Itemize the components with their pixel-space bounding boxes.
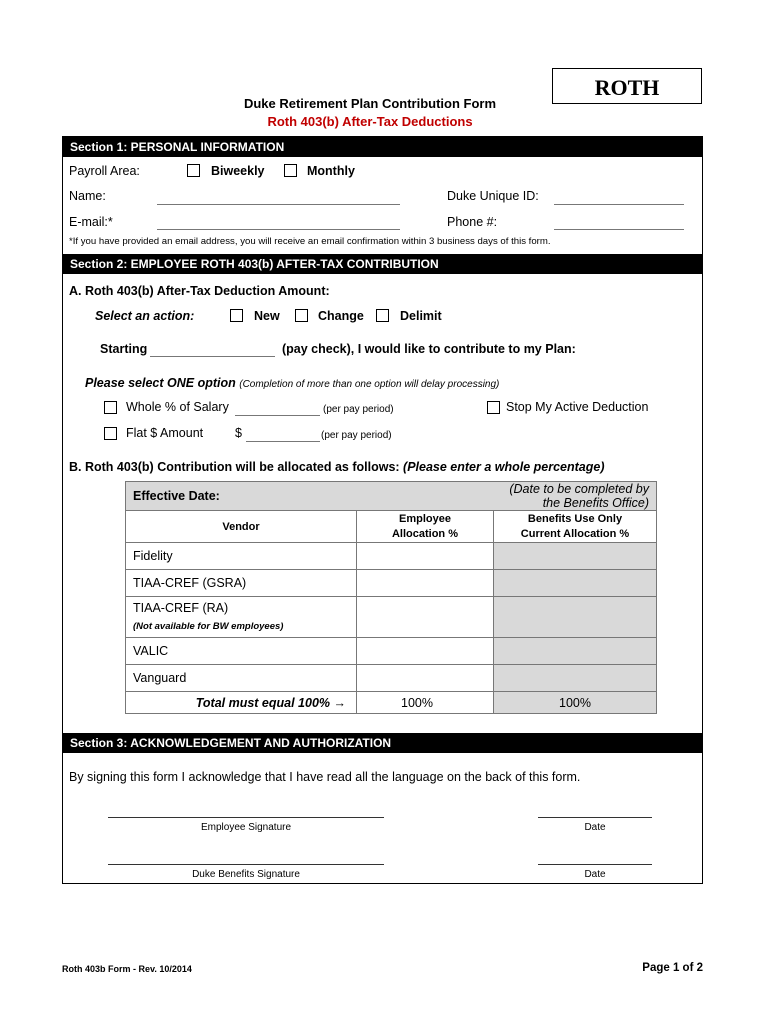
- email-note: *If you have provided an email address, you will receive an email confirmation within 3 business days of this form.: [69, 236, 551, 247]
- employee-allocation-input[interactable]: [357, 638, 494, 665]
- monthly-label: Monthly: [307, 164, 355, 178]
- change-checkbox[interactable]: [295, 309, 308, 322]
- biweekly-checkbox[interactable]: [187, 164, 200, 177]
- benefits-allocation-cell: [494, 543, 657, 570]
- vendor-name: Fidelity: [126, 543, 357, 570]
- unique-id-label: Duke Unique ID:: [447, 189, 539, 203]
- biweekly-label: Biweekly: [211, 164, 265, 178]
- section3-heading: Section 3: ACKNOWLEDGEMENT AND AUTHORIZATION: [62, 733, 703, 753]
- stop-deduction-label: Stop My Active Deduction: [506, 400, 649, 414]
- change-label: Change: [318, 309, 364, 323]
- benefits-allocation-cell: [494, 638, 657, 665]
- vendor-name: TIAA-CREF (GSRA): [126, 570, 357, 597]
- benefits-allocation-cell: [494, 665, 657, 692]
- allocation-table: [125, 481, 657, 714]
- employee-date-line[interactable]: [538, 817, 652, 818]
- whole-percent-label: Whole % of Salary: [126, 400, 229, 414]
- name-label: Name:: [69, 189, 106, 203]
- flat-amount-field[interactable]: [246, 441, 320, 442]
- benefits-date-line[interactable]: [538, 864, 652, 865]
- email-label: E-mail:*: [69, 215, 113, 229]
- section2-heading: Section 2: EMPLOYEE ROTH 403(b) AFTER-TAX CONTRIBUTION: [62, 254, 703, 274]
- effective-date-label: Effective Date:: [126, 482, 494, 511]
- delimit-checkbox[interactable]: [376, 309, 389, 322]
- vendor-row-vanguard: [126, 665, 657, 692]
- acknowledgement-statement: By signing this form I acknowledge that I have read all the language on the back of this form.: [69, 770, 581, 784]
- phone-field[interactable]: [554, 229, 684, 230]
- payroll-area-label: Payroll Area:: [69, 164, 140, 178]
- section1-heading: Section 1: PERSONAL INFORMATION: [62, 137, 703, 157]
- flat-amount-label: Flat $ Amount: [126, 426, 204, 440]
- vendor-name: VALIC: [126, 638, 357, 665]
- form-subtitle: Roth 403(b) After-Tax Deductions: [267, 114, 473, 129]
- vendor-row-ra: [126, 597, 657, 638]
- employee-date-label: Date: [584, 822, 606, 833]
- unique-id-field[interactable]: [554, 204, 684, 205]
- pay-check-text: (pay check), I would like to contribute to my Plan:: [282, 342, 576, 356]
- benefits-allocation-cell: [494, 597, 657, 638]
- per-pay-period-1: (per pay period): [323, 404, 394, 415]
- dollar-sign: $: [235, 426, 242, 440]
- vendor-row-valic: [126, 638, 657, 665]
- employee-allocation-input[interactable]: [357, 570, 494, 597]
- form-id: Roth 403b Form - Rev. 10/2014: [62, 964, 192, 974]
- part-b-heading: B. Roth 403(b) Contribution will be allocated as follows: (Please enter a whole percentage): [69, 460, 605, 474]
- employee-allocation-input[interactable]: [357, 543, 494, 570]
- delimit-label: Delimit: [400, 309, 442, 323]
- effective-date-row: [126, 482, 657, 511]
- effective-date-note: (Date to be completed by the Benefits Office): [494, 482, 657, 511]
- select-one-option: Please select ONE option (Completion of more than one option will delay processing): [85, 376, 500, 390]
- benefits-date-label: Date: [584, 869, 606, 880]
- vendor-row-fidelity: [126, 543, 657, 570]
- page-number: Page 1 of 2: [642, 962, 703, 974]
- part-b-italic: (Please enter a whole percentage): [403, 460, 605, 474]
- vendor-header: Vendor: [126, 511, 357, 543]
- select-one-note: (Completion of more than one option will delay processing): [239, 379, 500, 390]
- per-pay-period-2: (per pay period): [321, 430, 392, 441]
- total-benefits-value: 100%: [494, 692, 657, 714]
- starting-pay-check-field[interactable]: [150, 356, 275, 357]
- flat-amount-checkbox[interactable]: [104, 427, 117, 440]
- header-row: [126, 511, 657, 543]
- select-action-label: Select an action:: [95, 309, 195, 323]
- new-checkbox[interactable]: [230, 309, 243, 322]
- email-field[interactable]: [157, 229, 400, 230]
- roth-badge: ROTH: [552, 68, 702, 104]
- employee-allocation-input[interactable]: [357, 665, 494, 692]
- phone-label: Phone #:: [447, 215, 498, 229]
- part-a-heading: A. Roth 403(b) After-Tax Deduction Amount:: [69, 284, 330, 298]
- whole-percent-field[interactable]: [235, 415, 320, 416]
- starting-label: Starting: [100, 342, 148, 356]
- benefits-signature-label: Duke Benefits Signature: [192, 869, 300, 880]
- total-employee-value: 100%: [357, 692, 494, 714]
- whole-percent-checkbox[interactable]: [104, 401, 117, 414]
- name-field[interactable]: [157, 204, 400, 205]
- employee-allocation-header: Employee Allocation %: [357, 511, 494, 543]
- right-arrow-icon: →: [333, 695, 346, 710]
- benefits-signature-line[interactable]: [108, 864, 384, 865]
- form-title: Duke Retirement Plan Contribution Form: [243, 96, 497, 111]
- benefits-allocation-cell: [494, 570, 657, 597]
- employee-signature-line[interactable]: [108, 817, 384, 818]
- ra-note: (Not available for BW employees): [133, 620, 284, 632]
- new-label: New: [254, 309, 280, 323]
- employee-signature-label: Employee Signature: [200, 822, 292, 833]
- vendor-name: Vanguard: [126, 665, 357, 692]
- stop-deduction-checkbox[interactable]: [487, 401, 500, 414]
- vendor-name-ra: TIAA-CREF (RA) (Not available for BW employees): [126, 597, 357, 638]
- benefits-allocation-header: Benefits Use Only Current Allocation %: [494, 511, 657, 543]
- employee-allocation-input[interactable]: [357, 597, 494, 638]
- vendor-row-gsra: [126, 570, 657, 597]
- monthly-checkbox[interactable]: [284, 164, 297, 177]
- total-label: Total must equal 100% →: [126, 692, 357, 714]
- total-row: [126, 692, 657, 714]
